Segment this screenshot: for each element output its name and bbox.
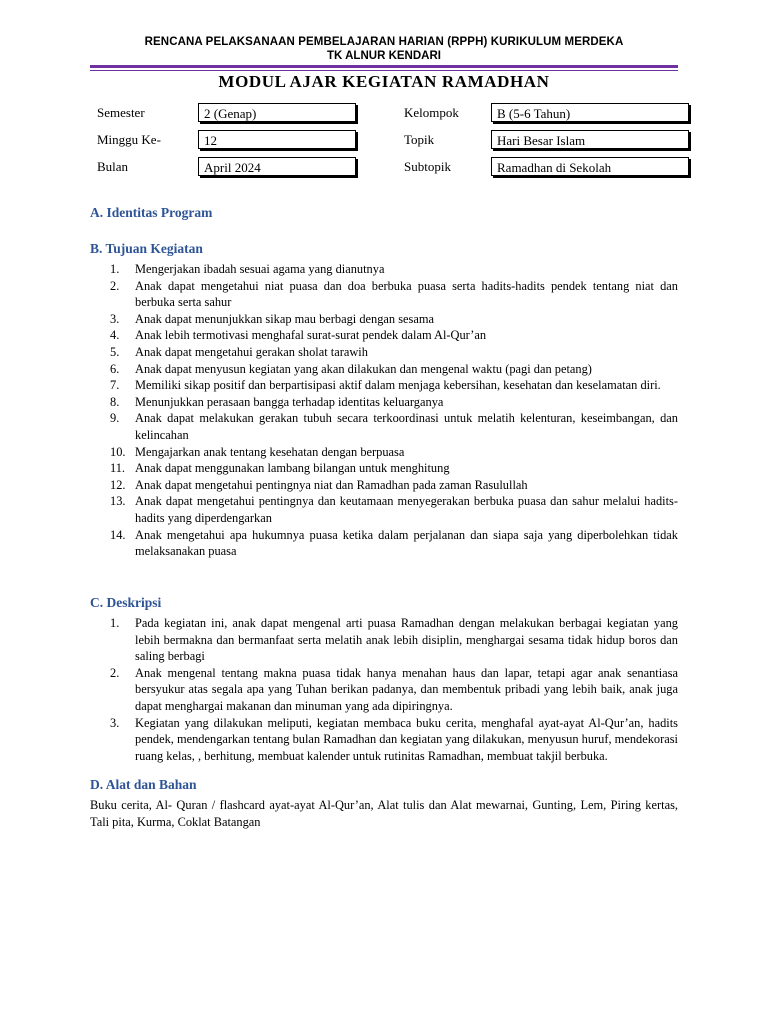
list-item: 1. Pada kegiatan ini, anak dapat mengenal arti puasa Ramadhan dengan melakukan berbagai kegiatan yang lebih bermakna dan bermanfaat serta melatih anak lebih disiplin, menghargai sesama tidak hidup boros dan saling berbagi <box>110 616 678 664</box>
list-item: 5. Anak dapat mengetahui gerakan sholat tarawih <box>110 344 368 359</box>
list-item: 13. Anak dapat mengetahui pentingnya dan keutamaan menyegerakan berbuka puasa dan sahur melalui hadits-hadits yang diperdengarkan <box>110 494 678 525</box>
list-item: 10. Mengajarkan anak tentang kesehatan dengan berpuasa <box>110 444 405 459</box>
deskripsi-list <box>110 615 678 764</box>
alat-bahan-text: Buku cerita, Al- Quran / flashcard ayat-ayat Al-Qur’an, Alat tulis dan Alat mewarnai, Gunting, Lem, Piring kertas, Tali pita, Kurma, Coklat Batangan <box>90 798 678 829</box>
list-item: 11. Anak dapat menggunakan lambang bilangan untuk menghitung <box>110 461 450 476</box>
minggu-label: Minggu Ke- <box>97 132 161 147</box>
tujuan-list <box>110 261 678 560</box>
minggu-value: 12 <box>198 130 356 149</box>
page-title: MODUL AJAR KEGIATAN RAMADHAN <box>218 72 550 91</box>
list-item: 2. Anak mengenal tentang makna puasa tidak hanya menahan haus dan lapar, tetapi agar anak senantiasa bersyukur atas segala apa yang Tuhan berikan padanya, dan membentuk pribadi yang lebih baik, anak juga dapat menghargai makanan dan minuman yang ada dipiringnya. <box>110 665 678 713</box>
list-item: 2. Anak dapat mengetahui niat puasa dan doa berbuka puasa serta hadits-hadits pendek tentang niat dan berbuka serta sahur <box>110 278 678 310</box>
topik-value: Hari Besar Islam <box>491 130 689 149</box>
list-item: 3. Anak dapat menunjukkan sikap mau berbagi dengan sesama <box>110 311 435 326</box>
semester-value: 2 (Genap) <box>198 103 356 122</box>
list-item: 1. Mengerjakan ibadah sesuai agama yang dianutnya <box>110 262 385 276</box>
section-d-heading: D. Alat dan Bahan <box>90 777 197 792</box>
header-divider-thin <box>90 70 678 71</box>
kelompok-value: B (5-6 Tahun) <box>491 103 689 122</box>
bulan-label: Bulan <box>97 159 129 174</box>
header-title: RENCANA PELAKSANAAN PEMBELAJARAN HARIAN (RPPH) KURIKULUM MERDEKA <box>144 36 624 48</box>
kelompok-label: Kelompok <box>404 105 459 120</box>
topik-label: Topik <box>404 132 435 147</box>
section-c-heading: C. Deskripsi <box>90 595 162 610</box>
bulan-value: April 2024 <box>198 157 356 176</box>
section-a-heading: A. Identitas Program <box>90 205 213 220</box>
header-school: TK ALNUR KENDARI <box>327 50 441 62</box>
list-item: 3. Kegiatan yang dilakukan meliputi, kegiatan membaca buku cerita, menghafal ayat-ayat Al-Qur’an, hadits pendek, mendengarkan tentang bulan Ramadhan dan kegiatan yang dilakukan, menyusun huruf, mendekorasi ruang kelas, , berhitung, membuat kalender untuk rutinitas Ramadhan, membuat takjil berbuka. <box>110 715 678 763</box>
list-item: 4. Anak lebih termotivasi menghafal surat-surat pendek dalam Al-Qur’an <box>110 328 487 343</box>
list-item: 7. Memiliki sikap positif dan berpartisipasi aktif dalam menjaga kebersihan, kesehatan dan keselamatan diri. <box>110 378 661 393</box>
list-item: 12. Anak dapat mengetahui pentingnya niat dan Ramadhan pada zaman Rasulullah <box>110 477 528 492</box>
list-item: 8. Menunjukkan perasaan bangga terhadap identitas keluarganya <box>110 394 444 409</box>
header-divider-thick <box>90 65 678 68</box>
subtopik-label: Subtopik <box>404 159 451 174</box>
list-item: 14. Anak mengetahui apa hukumnya puasa ketika dalam perjalanan dan siapa saja yang diperbolehkan tidak melaksanakan puasa <box>110 527 678 559</box>
list-item: 9. Anak dapat melakukan gerakan tubuh secara terkoordinasi untuk melatih kelenturan, keseimbangan, dan kelincahan <box>110 411 678 442</box>
semester-label: Semester <box>97 105 145 120</box>
subtopik-value: Ramadhan di Sekolah <box>491 157 689 176</box>
section-b-heading: B. Tujuan Kegiatan <box>90 241 203 256</box>
list-item: 6. Anak dapat menyusun kegiatan yang akan dilakukan dan mengenal waktu (pagi dan petang) <box>110 361 592 376</box>
